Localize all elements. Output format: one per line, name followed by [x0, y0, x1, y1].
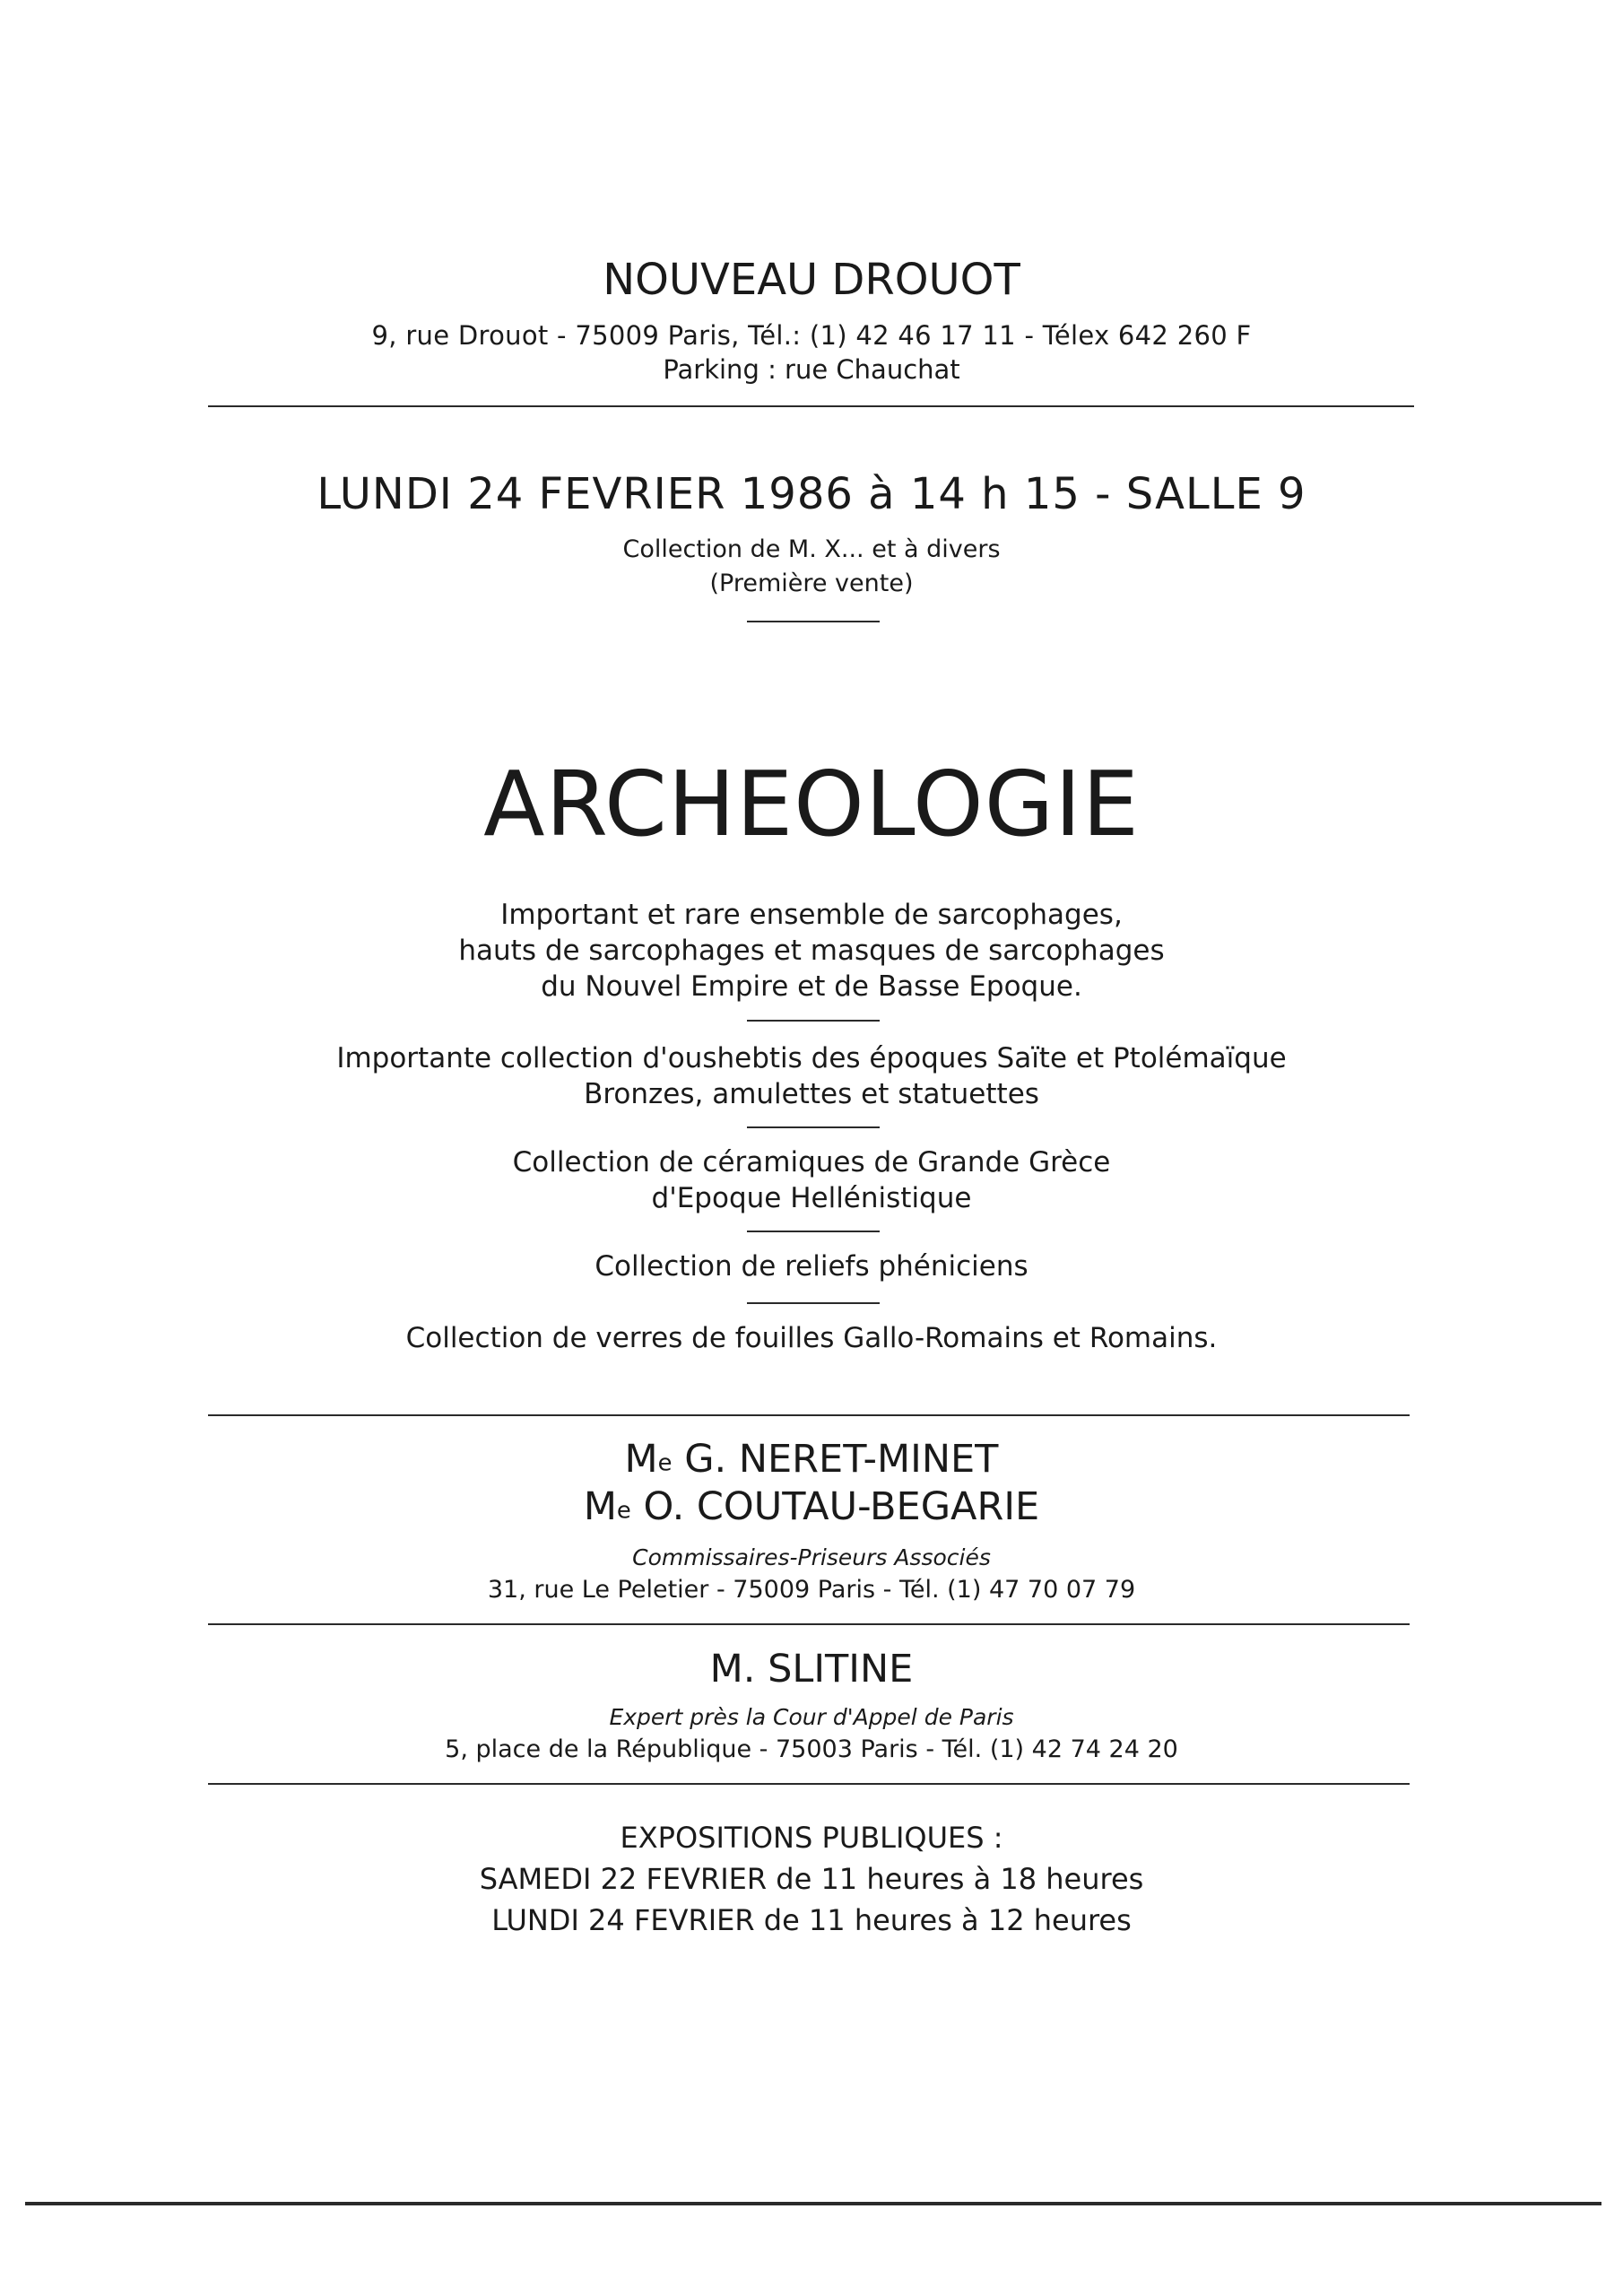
exposition-day: SAMEDI 22 FEVRIER de 11 heures à 18 heures: [479, 1862, 1144, 1896]
description-line: d'Epoque Hellénistique: [651, 1182, 972, 1214]
auctioneer-prefix: M: [583, 1484, 617, 1529]
description-line: Bronzes, amulettes et statuettes: [584, 1078, 1039, 1110]
sale-note: (Première vente): [709, 570, 914, 597]
venue-address: 9, rue Drouot - 75009 Paris, Tél.: (1) 42 46 17 11 - Télex 642 260 F: [371, 320, 1252, 351]
venue-parking: Parking : rue Chauchat: [663, 354, 960, 385]
divider-header: [208, 405, 1414, 407]
auctioneer-prefix: M: [624, 1437, 658, 1482]
auctioneer-name-text: G. NERET-MINET: [684, 1437, 999, 1482]
divider-short: [747, 621, 880, 622]
divider-section: [208, 1414, 1410, 1416]
auctioneer-prefix-sup: e: [616, 1497, 631, 1525]
exposition-day: LUNDI 24 FEVRIER de 11 heures à 12 heures: [491, 1903, 1132, 1937]
auctioneer-name: [0, 1484, 1623, 1529]
sale-date: LUNDI 24 FEVRIER 1986 à 14 h 15 - SALLE 9: [317, 469, 1306, 519]
description-line: Collection de verres de fouilles Gallo-Romains et Romains.: [405, 1322, 1218, 1354]
page-title: ARCHEOLOGIE: [483, 752, 1140, 857]
divider-short: [747, 1020, 880, 1022]
sale-collection: Collection de M. X... et à divers: [622, 535, 1001, 563]
auctioneer-name-text: O. COUTAU-BEGARIE: [643, 1484, 1040, 1529]
divider-short: [747, 1126, 880, 1128]
description-line: hauts de sarcophages et masques de sarcophages: [458, 935, 1165, 967]
description-line: Important et rare ensemble de sarcophages,: [500, 899, 1123, 931]
divider-short: [747, 1231, 880, 1232]
venue-name: NOUVEAU DROUOT: [603, 255, 1020, 305]
expositions-title: EXPOSITIONS PUBLIQUES :: [620, 1821, 1003, 1855]
description-line: du Nouvel Empire et de Basse Epoque.: [541, 970, 1082, 1003]
divider-section: [208, 1623, 1410, 1625]
expert-role: Expert près la Cour d'Appel de Paris: [609, 1704, 1014, 1730]
auctioneer-prefix-sup: e: [657, 1449, 673, 1477]
expert-name: M. SLITINE: [709, 1647, 914, 1692]
description-line: Importante collection d'oushebtis des époques Saïte et Ptolémaïque: [336, 1042, 1287, 1074]
auctioneer-name: [0, 1437, 1623, 1482]
divider-section: [208, 1783, 1410, 1785]
expert-address: 5, place de la République - 75003 Paris - Tél. (1) 42 74 24 20: [445, 1735, 1178, 1763]
page-bottom-rule: [25, 2202, 1601, 2205]
description-line: Collection de reliefs phéniciens: [595, 1250, 1028, 1283]
divider-short: [747, 1302, 880, 1304]
description-line: Collection de céramiques de Grande Grèce: [512, 1146, 1111, 1178]
auctioneers-address: 31, rue Le Peletier - 75009 Paris - Tél. (1) 47 70 07 79: [487, 1576, 1136, 1604]
auctioneers-role: Commissaires-Priseurs Associés: [632, 1544, 991, 1570]
